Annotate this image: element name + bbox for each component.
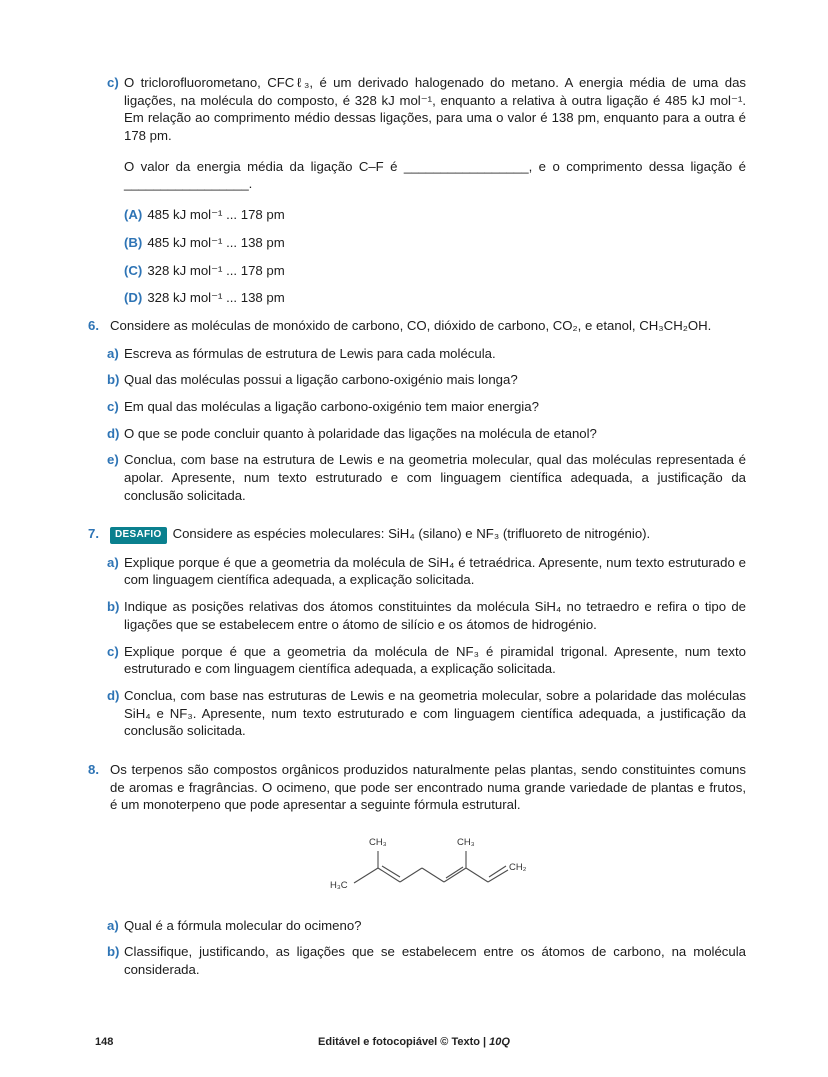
option-a-text: 485 kJ mol⁻¹ ... 178 pm <box>147 207 285 223</box>
item-marker-b: b) <box>107 372 120 388</box>
question-6b <box>107 371 746 389</box>
question-7a-text: Explique porque é que a geometria da molécula de SiH₄ é tetraédrica. Apresente, num texto estruturado e com linguagem científica adequada, a explicação solicitada. <box>124 554 746 588</box>
question-6e <box>107 451 746 504</box>
ocimene-skeletal-drawing <box>328 828 528 900</box>
question-6a-text: Escreva as fórmulas de estrutura de Lewis para cada molécula. <box>124 345 496 361</box>
question-7-number: 7. <box>88 526 99 542</box>
option-b <box>124 234 746 252</box>
option-b-text: 485 kJ mol⁻¹ ... 138 pm <box>147 234 285 250</box>
question-7b-text: Indique as posições relativas dos átomos constituintes da molécula SiH₄ no tetraedro e refira o tipo de ligações que se estabelecem entre o átomo de silício e os átomos de hidrogénio. <box>124 599 746 632</box>
question-6c <box>107 398 746 416</box>
question-6-stem <box>88 317 746 335</box>
ch3-right-label: CH₃ <box>457 837 475 849</box>
page-footer <box>0 1035 828 1051</box>
option-b-label: (B) <box>124 234 143 250</box>
footer-text <box>0 1035 828 1050</box>
item-marker-a: a) <box>107 345 119 361</box>
ocimene-structure <box>328 828 746 905</box>
option-c <box>124 262 746 280</box>
question-6d <box>107 425 746 443</box>
question-7c <box>107 643 746 678</box>
option-d-text: 328 kJ mol⁻¹ ... 138 pm <box>147 290 285 306</box>
question-5c-text: O triclorofluorometano, CFCℓ₃, é um derivado halogenado do metano. A energia média de uma das ligações, na molécula do composto, é 328 kJ mol⁻¹, enquanto a relativa à outra ligação é 485 kJ mol⁻¹. Em relação ao comprimento médio dessas ligações, para uma o valor é 138 pm, enquanto para a outra é 178 pm. <box>124 75 746 144</box>
option-d <box>124 289 746 307</box>
item-marker-c: c) <box>107 75 119 90</box>
option-d-label: (D) <box>124 290 143 306</box>
question-6c-text: Em qual das moléculas a ligação carbono-oxigénio tem maior energia? <box>124 398 539 414</box>
question-7-stem <box>88 525 746 543</box>
option-c-label: (C) <box>124 262 143 278</box>
item-marker-c: c) <box>107 398 119 414</box>
question-8b-text: Classifique, justificando, as ligações que se estabelecem entre os átomos de carbono, na molécula considerada. <box>124 944 746 978</box>
question-6e-text: Conclua, com base na estrutura de Lewis e na geometria molecular, qual das moléculas representada é apolar. Apresente, num texto estruturado e com linguagem científica adequada, a justificação da conclusão solicitada. <box>124 452 746 503</box>
question-6-number: 6. <box>88 317 99 333</box>
question-7a <box>107 554 746 589</box>
item-marker-a: a) <box>107 554 119 570</box>
footer-text-suffix: 10Q <box>489 1036 510 1048</box>
question-7d <box>107 687 746 740</box>
question-8 <box>88 761 746 979</box>
item-marker-e: e) <box>107 452 119 468</box>
question-7-text-line <box>110 525 746 543</box>
item-marker-a: a) <box>107 917 119 933</box>
question-8-stem <box>88 761 746 814</box>
question-7 <box>88 525 746 740</box>
question-6 <box>88 317 746 505</box>
option-c-text: 328 kJ mol⁻¹ ... 178 pm <box>147 262 285 278</box>
question-8-text: Os terpenos são compostos orgânicos produzidos naturalmente pelas plantas, sendo constituintes comuns de aromas e fragrâncias. O ocimeno, que pode ser encontrado numa grande variedade de plantas e frutos, é um monoterpeno que pode apresentar a seguinte fórmula estrutural. <box>110 761 746 813</box>
question-6b-text: Qual das moléculas possui a ligação carbono-oxigénio mais longa? <box>124 372 518 388</box>
item-marker-b: b) <box>107 944 120 960</box>
h3c-label: H₃C <box>330 880 348 892</box>
options-list <box>124 206 746 307</box>
question-8a-text: Qual é a fórmula molecular do ocimeno? <box>124 917 362 933</box>
page-number: 148 <box>95 1036 114 1048</box>
question-8-number: 8. <box>88 761 99 777</box>
question-6-text: Considere as moléculas de monóxido de carbono, CO, dióxido de carbono, CO₂, e etanol, CH₃CH₂OH. <box>110 317 712 333</box>
question-8a <box>107 917 746 935</box>
footer-text-prefix: Editável e fotocopiável © Texto | <box>318 1036 490 1048</box>
question-5c <box>107 74 746 307</box>
item-marker-b: b) <box>107 599 120 615</box>
question-5c-stem: O valor da energia média da ligação C–F é _________________, e o comprimento dessa ligação é _________________. <box>124 158 746 192</box>
question-6d-text: O que se pode concluir quanto à polaridade das ligações na molécula de etanol? <box>124 425 597 441</box>
ch2-label: CH₂ <box>509 862 527 874</box>
question-8b <box>107 943 746 978</box>
question-7d-text: Conclua, com base nas estruturas de Lewis e na geometria molecular, sobre a polaridade das moléculas SiH₄ e NF₃. Apresente, num texto estruturado e com linguagem científica adequada, a justificação da conclusão solicitada. <box>124 687 746 739</box>
item-marker-d: d) <box>107 425 120 441</box>
option-a-label: (A) <box>124 207 143 223</box>
question-7-text: Considere as espécies moleculares: SiH₄ (silano) e NF₃ (trifluoreto de nitrogénio). <box>172 526 651 542</box>
question-7b <box>107 598 746 633</box>
question-7c-text: Explique porque é que a geometria da molécula de NF₃ é piramidal trigonal. Apresente, num texto estruturado e com linguagem científica adequada, a explicação solicitada. <box>124 643 746 677</box>
item-marker-c: c) <box>107 643 119 659</box>
option-a <box>124 206 746 224</box>
question-6a <box>107 345 746 363</box>
item-marker-d: d) <box>107 687 120 703</box>
desafio-badge: DESAFIO <box>110 527 167 543</box>
ch3-left-label: CH₃ <box>369 837 387 849</box>
